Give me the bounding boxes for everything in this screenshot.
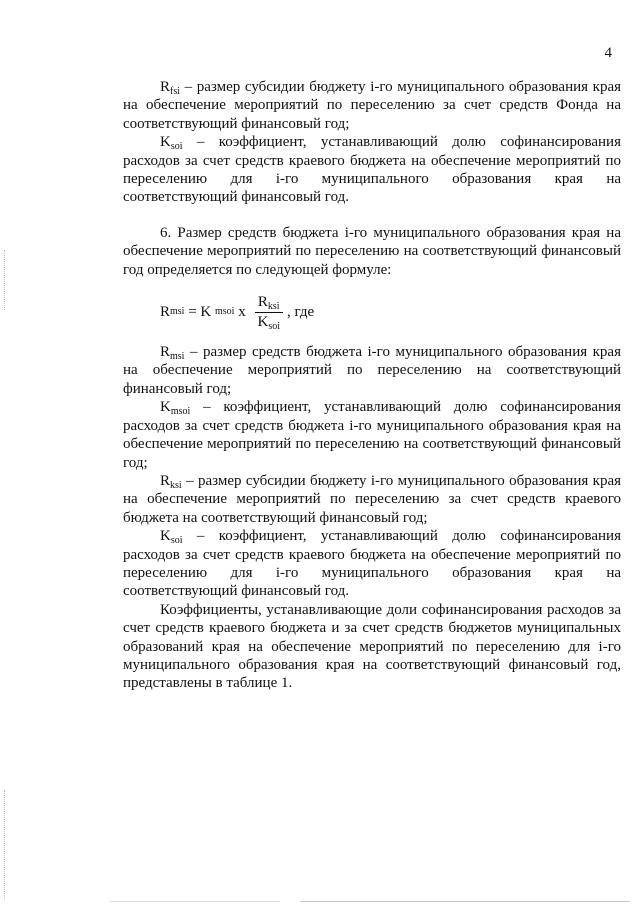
denominator-symbol: K bbox=[257, 313, 269, 330]
definition-text: – размер субсидии бюджету i-го муниципального образования края на обеспечение мероприятий по переселению за счет средств Фонда на соответствующий финансовый год; bbox=[123, 79, 621, 132]
symbol: R bbox=[160, 472, 171, 489]
symbol-subscript: msi bbox=[170, 351, 185, 363]
formula-lhs: R bbox=[160, 303, 171, 320]
document-body bbox=[123, 78, 621, 693]
formula-equals: = K bbox=[184, 303, 216, 320]
numerator-symbol: R bbox=[257, 293, 268, 310]
numerator-subscript: ksi bbox=[267, 300, 280, 312]
denominator-subscript: soi bbox=[268, 320, 280, 332]
symbol-subscript: soi bbox=[170, 141, 183, 153]
definition-text: – коэффициент, устанавливающий долю софинансирования расходов за счет средств краевого бюджета на обеспечение мероприятий по переселению для i-го муниципального образования края на соответствующий финансовый год. bbox=[123, 528, 621, 600]
symbol-subscript: fsi bbox=[170, 86, 181, 97]
page-number: 4 bbox=[604, 45, 612, 61]
definition-k-soi-2 bbox=[123, 527, 621, 601]
definition-r-msi bbox=[123, 343, 621, 398]
symbol: K bbox=[160, 528, 171, 545]
symbol: K bbox=[160, 134, 171, 151]
formula-tail: , где bbox=[286, 303, 315, 320]
final-paragraph: Коэффициенты, устанавливающие доли софинансирования расходов за счет средств краевого бюджета и за счет средств бюджетов муниципальных образований края на обеспечение мероприятий по переселению для i-го муниципального образования края на соответствующий финансовый год, представлены в таблице 1. bbox=[123, 601, 621, 692]
scan-edge-line-right bbox=[300, 901, 630, 902]
item-6-paragraph: 6. Размер средств бюджета i-го муниципального образования края на обеспечение мероприятий по переселению на соответствующий финансовый год определяется по следующей формуле: bbox=[123, 224, 621, 278]
formula: R msi = K msoi x $\frac{R_{ksi}}{K_{soi}}$ , где bbox=[160, 293, 315, 332]
symbol-subscript: ksi bbox=[170, 479, 182, 491]
formula-fraction bbox=[254, 294, 283, 331]
formula-times: x bbox=[234, 303, 250, 320]
symbol: R bbox=[160, 344, 171, 361]
definition-text: – размер средств бюджета i-го муниципального образования края на обеспечение мероприятий по переселению на соответствующий финансовый год; bbox=[123, 344, 621, 397]
definition-r-ksi bbox=[123, 472, 621, 527]
fraction-denominator bbox=[254, 313, 283, 331]
definition-k-soi bbox=[123, 133, 621, 207]
definition-text: – коэффициент, устанавливающий долю софинансирования расходов за счет средств краевого бюджета на обеспечение мероприятий по переселению для i-го муниципального образования края на соответствующий финансовый год. bbox=[123, 134, 621, 206]
definition-k-msoi bbox=[123, 398, 621, 472]
definition-r-fsi bbox=[123, 78, 621, 133]
scan-margin-marks-lower bbox=[4, 790, 6, 900]
definition-text: – коэффициент, устанавливающий долю софинансирования расходов за счет средств бюджета i-го муниципального образования края на обеспечение мероприятий по переселению на соответствующий финансовый год; bbox=[123, 399, 621, 471]
symbol-subscript: msoi bbox=[170, 406, 191, 418]
symbol: R bbox=[160, 79, 171, 95]
symbol: K bbox=[160, 399, 171, 416]
scan-margin-marks bbox=[4, 250, 6, 310]
definition-text: – размер субсидии бюджету i-го муниципального образования края на обеспечение мероприятий по переселению за счет средств краевого бюджета на соответствующий финансовый год; bbox=[123, 472, 621, 526]
symbol-subscript: soi bbox=[170, 535, 183, 547]
fraction-numerator bbox=[255, 294, 283, 313]
scan-edge-line-left bbox=[110, 901, 280, 902]
